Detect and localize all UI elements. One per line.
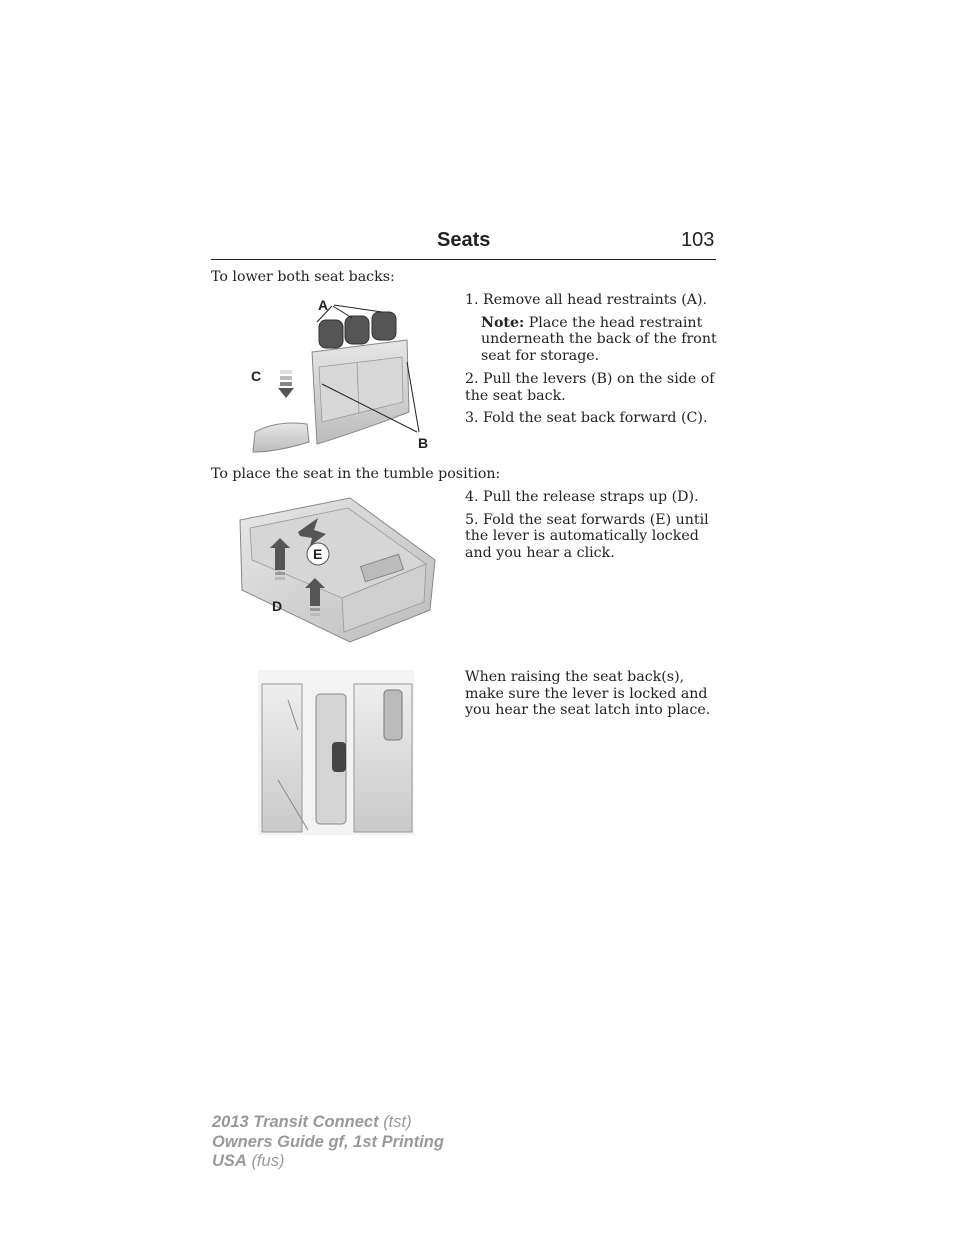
note-text: Place the head restraint underneath the back of the front seat for storage.: [481, 314, 717, 365]
page-number: 103: [681, 229, 715, 251]
step-1: 1. Remove all head restraints (A).: [465, 292, 708, 308]
step-3: 3. Fold the seat back forward (C).: [465, 410, 708, 427]
leader-line-a-mid: [333, 306, 352, 318]
lower-steps: [465, 292, 717, 433]
label-e: E: [313, 546, 323, 562]
seat-tumble-figure: [230, 490, 442, 650]
footer-line-2: Owners Guide gf, 1st Printing: [212, 1132, 444, 1151]
step-5: 5. Fold the seat forwards (E) until the lever is automatically locked and you hear a click.: [465, 511, 709, 562]
lower-intro-text: To lower both seat backs:: [211, 269, 395, 285]
tumble-steps: [465, 489, 717, 568]
note: [481, 315, 717, 365]
label-c: C: [251, 368, 262, 384]
raise-note: When raising the seat back(s), make sure the lever is locked and you hear the seat latch into place.: [465, 669, 711, 719]
seat-latch-figure: [258, 670, 414, 835]
label-b: B: [418, 435, 429, 451]
note-label: Note:: [481, 314, 525, 331]
label-d: D: [272, 598, 283, 614]
label-a: A: [318, 297, 329, 313]
seat-fold-figure: [247, 292, 429, 457]
page-title: Seats: [437, 229, 491, 251]
footer: [212, 1113, 444, 1172]
step-4: 4. Pull the release straps up (D).: [465, 489, 699, 505]
fold-arrow-c: [278, 370, 294, 398]
step-2: 2. Pull the levers (B) on the side of the seat back.: [465, 370, 715, 404]
footer-line-1: 2013 Transit Connect (tst): [212, 1113, 412, 1131]
tumble-intro-text: To place the seat in the tumble position:: [211, 466, 501, 482]
footer-line-3: USA (fus): [212, 1152, 285, 1170]
header-rule: [211, 259, 716, 260]
